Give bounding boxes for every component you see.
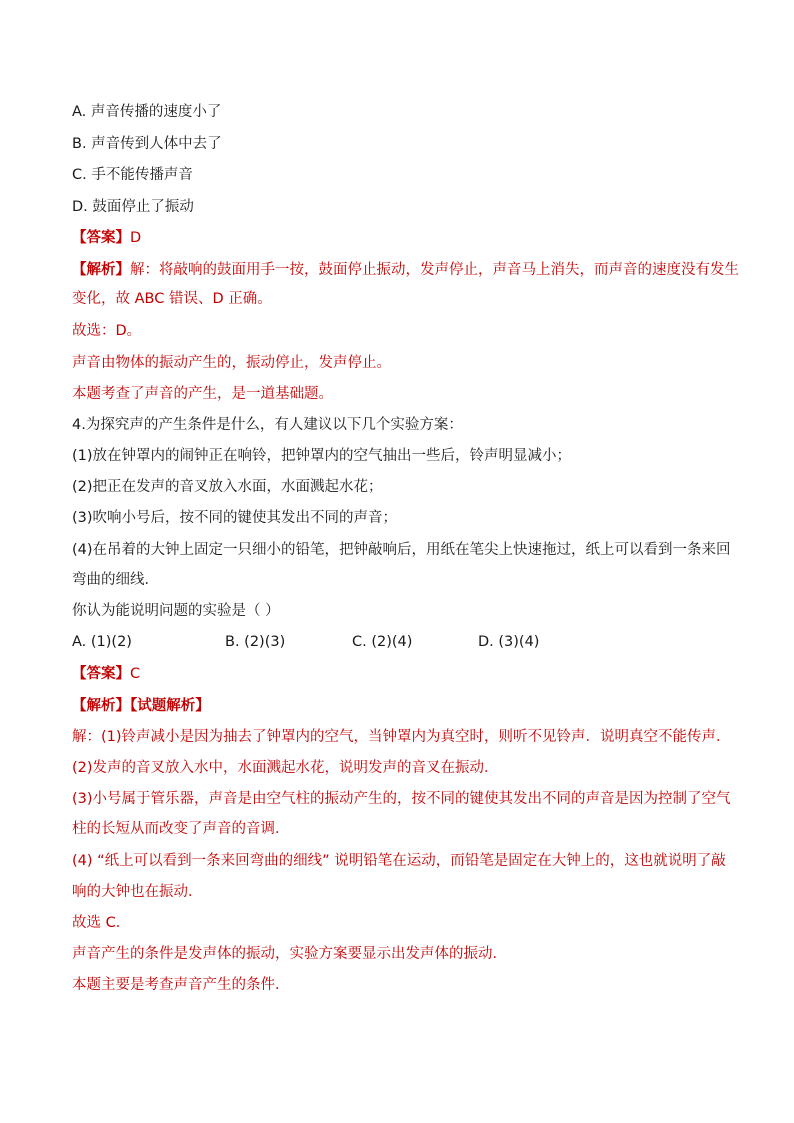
q4-exp4-line1: (4) “纸上可以看到一条来回弯曲的细线” 说明铅笔在运动，而铅笔是固定在大钟上的，这也就说明了敲 xyxy=(72,853,726,869)
q4-stem: 4.为探究声的产生条件是什么，有人建议以下几个实验方案： xyxy=(72,417,463,433)
q4-item3: (3)吹响小号后，按不同的键使其发出不同的声音； xyxy=(72,510,398,526)
q3-analysis-line2: 变化，故 ABC 错误、D 正确。 xyxy=(72,291,272,307)
q3-answer xyxy=(72,228,141,248)
q3-option-d: D. 鼓面停止了振动 xyxy=(72,199,194,215)
q4-exp3-line1: (3)小号属于管乐器，声音是由空气柱的振动产生的，按不同的键使其发出不同的声音是因为控制了空气 xyxy=(72,791,731,807)
answer-tag: 【答案】 xyxy=(72,230,130,246)
q4-note2: 本题主要是考查声音产生的条件． xyxy=(72,977,290,993)
q4-exp4-line2: 响的大钟也在振动． xyxy=(72,884,203,900)
q4-choose: 故选 C． xyxy=(72,915,131,931)
answer-value: C xyxy=(130,666,141,682)
q4-option-d: D. (3)(4) xyxy=(478,634,540,650)
q4-exp2: (2)发声的音叉放入水中，水面溅起水花，说明发声的音叉在振动． xyxy=(72,760,499,776)
q4-option-b: B. (2)(3) xyxy=(225,634,286,650)
q3-analysis-line1 xyxy=(72,260,739,280)
q4-option-a: A. (1)(2) xyxy=(72,634,132,650)
q4-item4-line1: (4)在吊着的大钟上固定一只细小的铅笔，把钟敲响后，用纸在笔尖上快速拖过，纸上可以看到一条来回 xyxy=(72,542,731,558)
q4-question: 你认为能说明问题的实验是（ ） xyxy=(72,603,280,619)
q4-item1: (1)放在钟罩内的闹钟正在响铃，把钟罩内的空气抽出一些后，铃声明显减小； xyxy=(72,448,572,464)
q3-option-a: A. 声音传播的速度小了 xyxy=(72,104,222,120)
q3-note1: 声音由物体的振动产生的，振动停止，发声停止。 xyxy=(72,355,391,371)
q3-option-b: B. 声音传到人体中去了 xyxy=(72,136,222,152)
analysis-text: 解：将敲响的鼓面用手一按，鼓面停止振动，发声停止，声音马上消失，而声音的速度没有发生 xyxy=(130,262,739,278)
answer-value: D xyxy=(130,230,142,246)
q4-exp3-line2: 柱的长短从而改变了声音的音调． xyxy=(72,821,290,837)
q3-option-c: C. 手不能传播声音 xyxy=(72,167,193,183)
q4-option-c: C. (2)(4) xyxy=(352,634,413,650)
q4-answer xyxy=(72,664,140,684)
q4-item4-line2: 弯曲的细线． xyxy=(72,572,159,588)
q4-item2: (2)把正在发声的音叉放入水面，水面溅起水花； xyxy=(72,479,383,495)
q4-options xyxy=(72,632,722,652)
answer-tag: 【答案】 xyxy=(72,666,130,682)
q4-exp1: 解：(1)铃声减小是因为抽去了钟罩内的空气，当钟罩内为真空时，则听不见铃声．说明真空不能传声． xyxy=(72,729,731,745)
q3-note2: 本题考查了声音的产生，是一道基础题。 xyxy=(72,386,333,402)
q3-choose: 故选：D。 xyxy=(72,323,142,339)
analysis-tag: 【解析】 xyxy=(72,262,130,278)
q4-note1: 声音产生的条件是发声体的振动，实验方案要显示出发声体的振动． xyxy=(72,946,507,962)
q4-analysis-tag: 【解析】【试题解析】 xyxy=(72,698,210,714)
